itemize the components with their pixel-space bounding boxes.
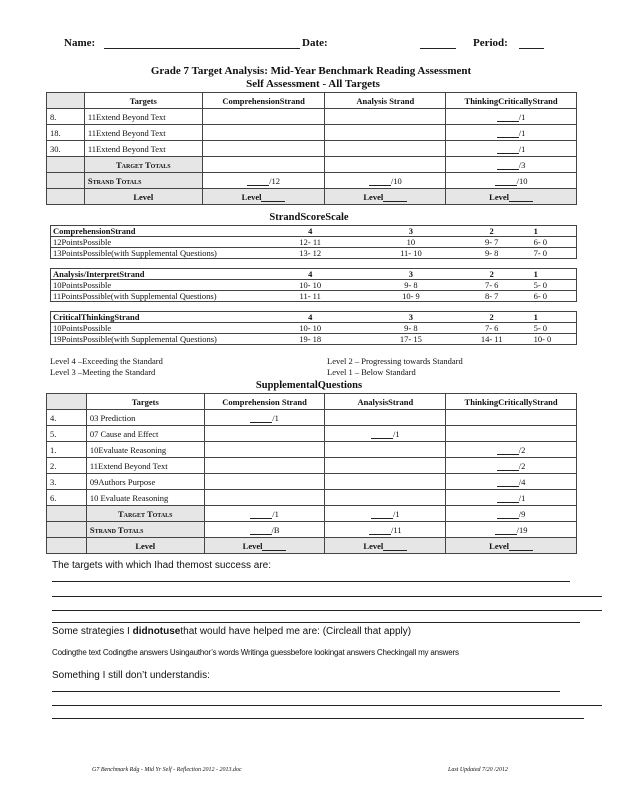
target-totals-row (47, 506, 577, 522)
answer-line[interactable] (52, 718, 584, 719)
score-cell[interactable]: /1 (204, 506, 325, 522)
score-cell[interactable]: /1 (446, 490, 577, 506)
col-header-analysis: Analysis Strand (325, 93, 446, 109)
question-number: 8. (47, 109, 85, 125)
score-cell[interactable]: /1 (446, 141, 577, 157)
answer-line[interactable] (52, 622, 580, 623)
col-header-comprehension: ComprehensionStrand (202, 93, 325, 109)
col-header-thinking: ThinkingCriticallyStrand (446, 93, 577, 109)
page-title: Grade 7 Target Analysis: Mid-Year Benchmark Reading Assessment (150, 65, 472, 77)
table-row: 1. 10Evaluate Reasoning /2 (47, 442, 577, 458)
supplemental-title: SupplementalQuestions (255, 380, 363, 391)
score-cell[interactable]: /1 (325, 506, 446, 522)
table-row: 5. 07 Cause and Effect /1 (47, 426, 577, 442)
level-cell[interactable]: Level (446, 189, 577, 205)
legend-level-1: Level 1 – Below Standard (327, 367, 416, 377)
score-cell[interactable]: /19 (446, 522, 577, 538)
target-name: 11Extend Beyond Text (84, 109, 202, 125)
target-name: 11Extend Beyond Text (84, 125, 202, 141)
col-header-analysis: AnalysisStrand (325, 394, 446, 410)
score-cell[interactable]: /1 (446, 109, 577, 125)
period-label: Period: (473, 37, 508, 49)
level-cell[interactable]: Level (202, 189, 325, 205)
targets-table (46, 92, 577, 205)
page-subtitle: Self Assessment - All Targets (246, 78, 380, 90)
answer-line[interactable] (52, 705, 602, 706)
level-cell[interactable]: Level (446, 538, 577, 554)
answer-line[interactable] (52, 596, 602, 597)
answer-line[interactable] (52, 691, 560, 692)
footer-filename: G7 Benchmark Rdg - Mid Yr Self - Reflection 2012 - 2013.doc (92, 767, 242, 773)
level-label: Level (86, 538, 204, 554)
score-cell[interactable]: /10 (325, 173, 446, 189)
score-cell[interactable]: /2 (446, 458, 577, 474)
footer-updated: Last Updated 7/20 /2012 (448, 767, 508, 773)
score-cell[interactable]: /4 (446, 474, 577, 490)
level-cell[interactable]: Level (325, 189, 446, 205)
level-cell[interactable]: Level (325, 538, 446, 554)
score-cell[interactable]: /12 (202, 173, 325, 189)
score-cell[interactable]: /3 (446, 157, 577, 173)
legend-level-4: Level 4 –Exceeding the Standard (50, 356, 163, 366)
target-totals-label: Target Totals (84, 157, 202, 173)
level-row (47, 189, 577, 205)
level-label: Level (84, 189, 202, 205)
table-row: 4. 03 Prediction /1 (47, 410, 577, 426)
col-header-comprehension: Comprehension Strand (204, 394, 325, 410)
scale-head: Analysis/InterpretStrand (53, 269, 145, 279)
strand-totals-label: Strand Totals (84, 173, 202, 189)
score-cell[interactable]: /1 (325, 426, 446, 442)
scale-head: CriticalThinkingStrand (53, 312, 140, 322)
target-totals-label: Target Totals (86, 506, 204, 522)
scale-head: ComprehensionStrand (53, 226, 136, 236)
legend-level-3: Level 3 –Meeting the Standard (50, 367, 156, 377)
table-row: 2. 11Extend Beyond Text /2 (47, 458, 577, 474)
score-cell[interactable]: /1 (446, 125, 577, 141)
table-row (47, 125, 577, 141)
score-cell[interactable]: /9 (446, 506, 577, 522)
strategies-prompt: Some strategies I didnotusethat would have helped me are: (Circleall that apply) (52, 626, 412, 637)
score-cell[interactable]: /1 (204, 410, 325, 426)
scale-block-comprehension: ComprehensionStrand 4 3 2 1 12PointsPossible 12- 11 10 9- 7 6- 0 13PointsPossible(with Supplemental Questions) 13- 12 11- 10 9- 8 7- 0 (50, 225, 577, 259)
date-field[interactable] (420, 37, 456, 49)
col-header-thinking: ThinkingCriticallyStrand (446, 394, 577, 410)
scale-block-critical-thinking: CriticalThinkingStrand 4 3 2 1 10PointsPossible 10- 10 9- 8 7- 6 5- 0 19PointsPossible(with Supplemental Questions) 19- 18 17- 15 14- 11 10- 0 (50, 311, 577, 345)
date-label: Date: (302, 37, 328, 49)
question-number: 18. (47, 125, 85, 141)
target-totals-row (47, 157, 577, 173)
score-cell[interactable]: /11 (325, 522, 446, 538)
score-cell[interactable]: /B (204, 522, 325, 538)
strand-totals-row (47, 522, 577, 538)
name-label: Name: (64, 37, 96, 49)
answer-line[interactable] (52, 581, 570, 582)
col-header-targets: Targets (86, 394, 204, 410)
table-row (47, 109, 577, 125)
supplemental-table (46, 393, 577, 554)
legend-level-2: Level 2 – Progressing towards Standard (327, 356, 463, 366)
understand-prompt: Something I still don’t understandis: (52, 670, 210, 681)
table-row: 6. 10 Evaluate Reasoning /1 (47, 490, 577, 506)
level-cell[interactable]: Level (204, 538, 325, 554)
scale-title: StrandScoreScale (269, 212, 349, 223)
target-name: 11Extend Beyond Text (84, 141, 202, 157)
corner-cell (47, 93, 85, 109)
table-row (47, 141, 577, 157)
table-row: 3. 09Authors Purpose /4 (47, 474, 577, 490)
strategies-list[interactable]: Codingthe text Codingthe answers Usingauthor’s words Writinga guessbefore lookingat answers Checkingall my answers (52, 648, 459, 657)
level-row (47, 538, 577, 554)
score-cell[interactable]: /2 (446, 442, 577, 458)
success-prompt: The targets with which Ihad themost success are: (52, 560, 271, 571)
scale-block-analysis: Analysis/InterpretStrand 4 3 2 1 10PointsPossible 10- 10 9- 8 7- 6 5- 0 11PointsPossible(with Supplemental Questions) 11- 11 10- 9 8- 7 6- 0 (50, 268, 577, 302)
score-cell[interactable]: /10 (446, 173, 577, 189)
name-field[interactable] (104, 37, 300, 49)
question-number: 30. (47, 141, 85, 157)
period-field[interactable] (519, 37, 544, 49)
strand-totals-row (47, 173, 577, 189)
answer-line[interactable] (52, 610, 602, 611)
col-header-targets: Targets (84, 93, 202, 109)
strand-totals-label: Strand Totals (86, 522, 204, 538)
